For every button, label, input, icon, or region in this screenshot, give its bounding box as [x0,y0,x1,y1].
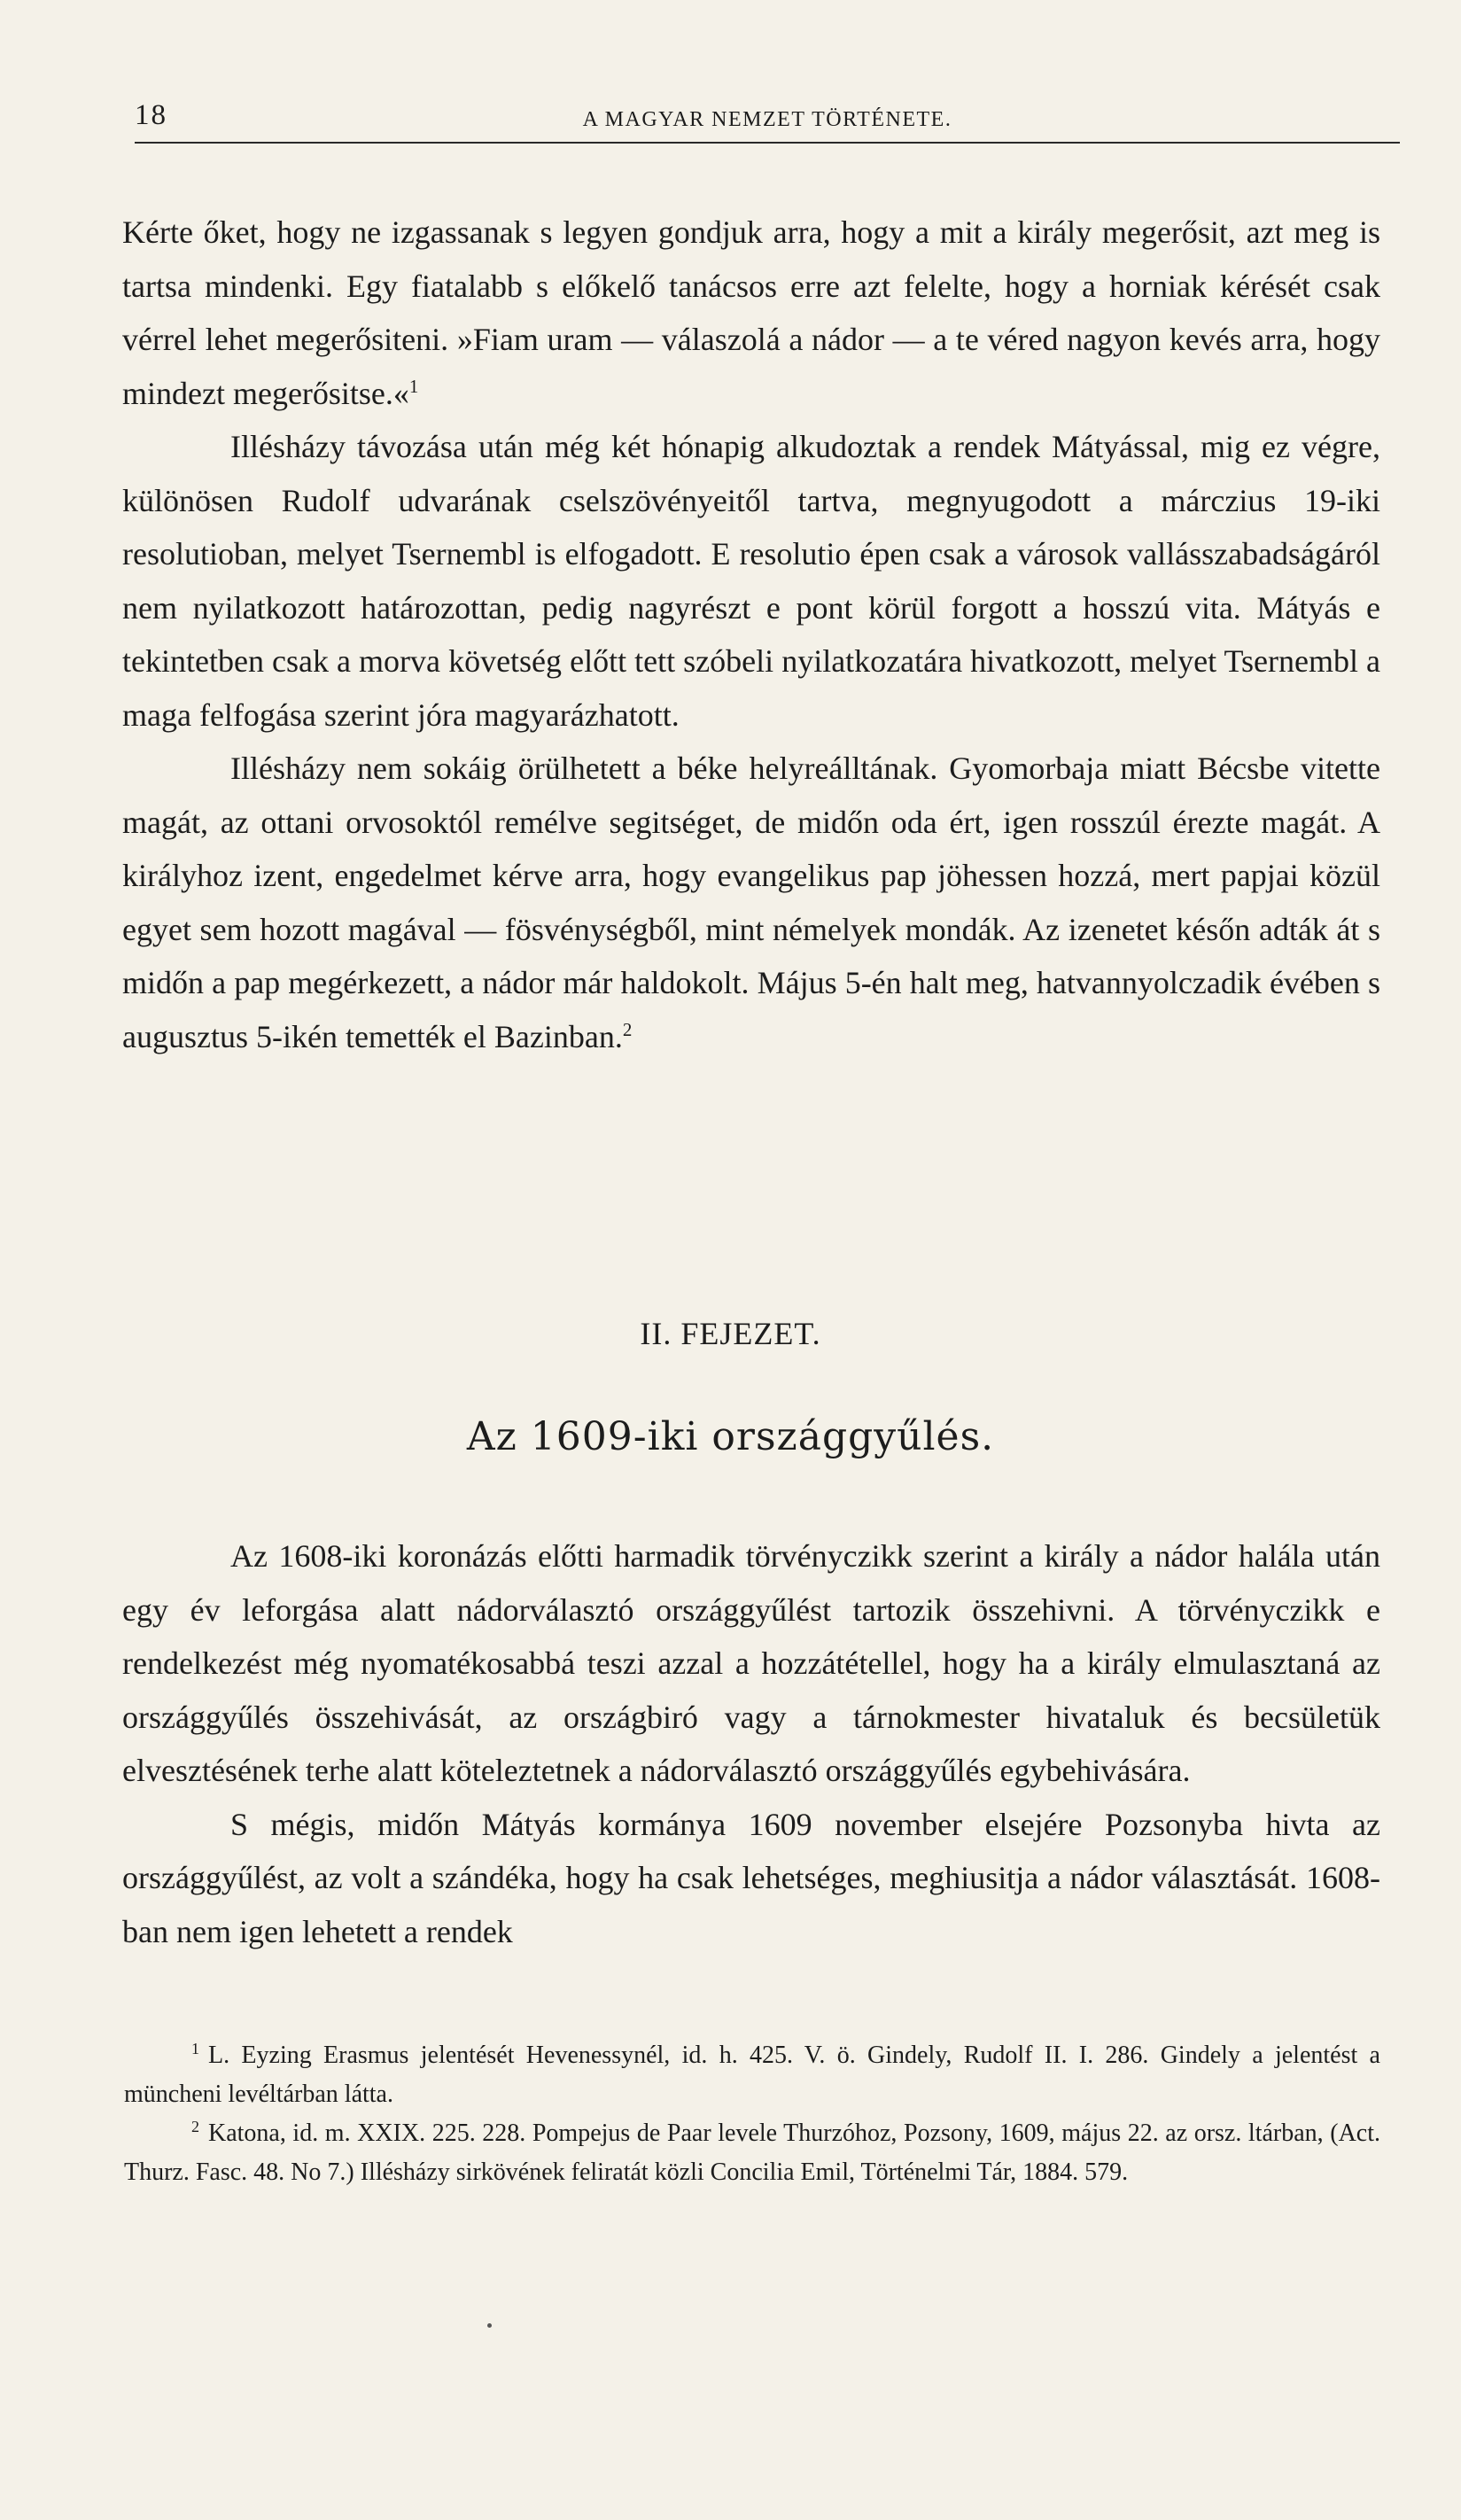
running-title: A MAGYAR NEMZET TÖRTÉNETE. [582,108,952,131]
footnote-text: L. Eyzing Erasmus jelentését Hevenessynél, id. h. 425. V. ö. Gindely, Rudolf II. I. 286. Gindely a jelentést a müncheni levéltárban látta. [124,2042,1380,2108]
paragraph [122,206,1380,420]
paragraph: Az 1608-iki koronázás előtti harmadik törvényczikk szerint a király a nádor halála után egy év leforgása alatt nádorválasztó országgyűlést tartozik összehivni. A törvényczikk e rendelkezést még nyomatékosabbá teszi azzal a hozzátétellel, hogy ha a király elmulasztaná az országgyűlés összehivását, az országbiró vagy a tárnokmester hivataluk és becsületük elvesztésének terhe alatt köteleztetnek a nádorválasztó országgyűlés egybehivására. [122,1538,1380,1788]
paragraph [122,742,1380,1063]
paper-speck [487,2323,492,2328]
paragraph-text: Illésházy nem sokáig örülhetett a béke helyreálltának. Gyomorbaja miatt Bécsbe vitette magát, az ottani orvosoktól remélve segitséget, de midőn oda ért, igen rosszúl érezte magát. A királyhoz izent, engedelmet kérve arra, hogy evangelikus pap jöhessen hozzá, mert papjai közül egyet sem hozott magával — fösvénységből, mint némelyek mondák. Az izenetet későn adták át s midőn a pap megérkezett, a nádor már haldokolt. Május 5-én halt meg, hatvannyolczadik évében s augusztus 5-ikén temették el Bazinban. [122,751,1380,1054]
footnote-mark: 1 [191,2039,199,2057]
footnotes [124,2036,1380,2192]
footnote [124,2114,1380,2192]
paragraph: S mégis, midőn Mátyás kormánya 1609 november elsejére Pozsonyba hivta az országgyűlést, az volt a szándéka, hogy ha csak lehetséges, meghiusitja a nádor választását. 1608-ban nem igen lehetett a rendek [122,1806,1380,1949]
text-block-after-chapter [122,1529,1380,1958]
footnote-reference: 1 [408,375,419,397]
chapter-title: Az 1609-iki országgyűlés. [466,1414,995,1459]
footnote-reference: 2 [622,1018,633,1040]
footnote-text: Katona, id. m. XXIX. 225. 228. Pompejus de Paar levele Thurzóhoz, Pozsony, 1609, május 22. az orsz. ltárban, (Act. Thurz. Fasc. 48. No 7.) Illésházy sirkövének feliratát közli Concilia Emil, Történelmi Tár, 1884. 579. [124,2119,1380,2186]
footnote-mark: 2 [191,2117,199,2135]
chapter-number: II. FEJEZET. [640,1316,821,1351]
text-block-before-chapter [122,206,1380,1063]
page-number: 18 [135,99,167,131]
page-header [135,92,1400,144]
paragraph-text: Kérte őket, hogy ne izgassanak s legyen gondjuk arra, hogy a mit a király megerősit, azt meg is tartsa mindenki. Egy fiatalabb s előkelő tanácsos erre azt felelte, hogy a horniak kérését csak vérrel lehet megerősiteni. »Fiam uram — válaszolá a nádor — a te véred nagyon kevés arra, hogy mindezt megerősitse.« [122,214,1380,411]
footnote [124,2036,1380,2114]
paragraph: Illésházy távozása után még két hónapig alkudoztak a rendek Mátyással, mig ez végre, különösen Rudolf udvarának cselszövényeitől tartva, megnyugodott a márczius 19-iki resolutioban, melyet Tsernembl is elfogadott. E resolutio épen csak a városok vallásszabadságáról nem nyilatkozott határozottan, pedig nagyrészt e pont körül forgott a hosszú vita. Mátyás e tekintetben csak a morva követség előtt tett szóbeli nyilatkozatára hivatkozott, melyet Tsernembl a maga felfogása szerint jóra magyarázhatott. [122,429,1380,733]
